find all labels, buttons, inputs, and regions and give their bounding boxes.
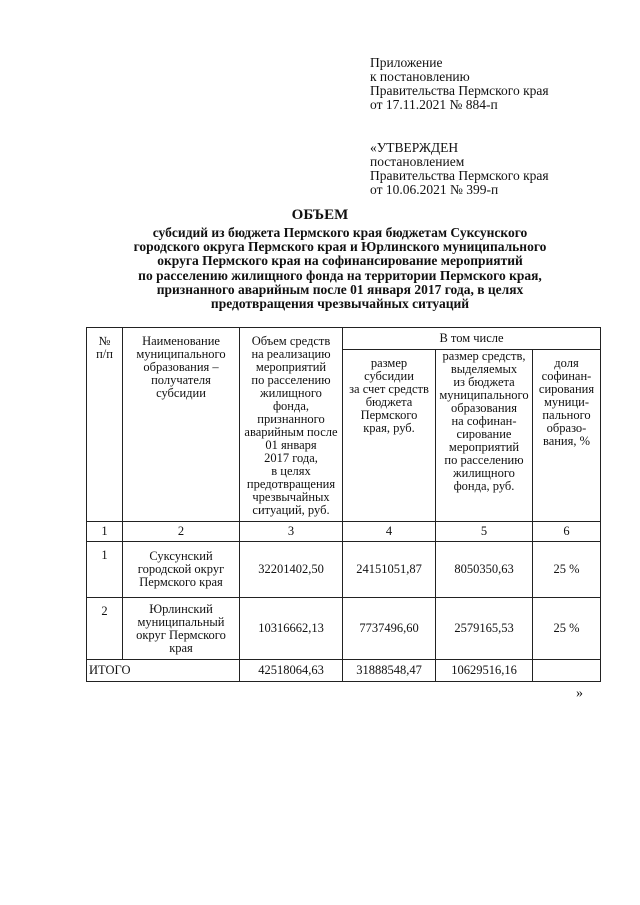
column-number: 3 <box>240 522 343 542</box>
header-share: доля софинан- сирования муници- пального образо- вания, % <box>533 350 601 522</box>
approved-header <box>370 141 630 197</box>
row-subsidy: 24151051,87 <box>343 542 436 598</box>
row-subsidy: 7737496,60 <box>343 598 436 660</box>
row-total: 10316662,13 <box>240 598 343 660</box>
approved-line: постановлением <box>370 154 465 169</box>
row-share: 25 % <box>533 542 601 598</box>
subtitle-line: субсидий из бюджета Пермского края бюджетам Суксунского <box>152 225 528 240</box>
approved-line: Правительства Пермского края <box>370 168 549 183</box>
totals-local: 10629516,16 <box>436 660 533 682</box>
subsidy-table <box>86 327 601 682</box>
totals-row <box>87 660 601 682</box>
header-name: Наименование муниципального образования – получателя субсидии <box>123 328 240 522</box>
document-title: ОБЪЕМ <box>291 207 349 223</box>
approved-line: «УТВЕРЖДЕН <box>370 140 459 155</box>
table-row <box>87 598 601 660</box>
column-number: 4 <box>343 522 436 542</box>
totals-label: ИТОГО <box>87 660 240 682</box>
row-no: 1 <box>87 542 123 598</box>
row-no: 2 <box>87 598 123 660</box>
column-number: 6 <box>533 522 601 542</box>
row-local: 2579165,53 <box>436 598 533 660</box>
totals-share <box>533 660 601 682</box>
appendix-line: к постановлению <box>370 69 470 84</box>
header-local: размер средств, выделяемых из бюджета муниципального образования на софинан- сирование мероприятий по расселению жилищного фонда, руб. <box>436 350 533 522</box>
row-share: 25 % <box>533 598 601 660</box>
row-name: Суксунский городской округ Пермского края <box>123 542 240 598</box>
column-numbers-row <box>87 522 601 542</box>
column-number: 5 <box>436 522 533 542</box>
totals-total: 42518064,63 <box>240 660 343 682</box>
appendix-line: Приложение <box>370 55 443 70</box>
header-no: № п/п <box>87 328 123 522</box>
table-row <box>87 542 601 598</box>
appendix-line: Правительства Пермского края <box>370 83 549 98</box>
subtitle-line: признанного аварийным после 01 января 2017 года, в целях <box>156 281 524 297</box>
totals-subsidy: 31888548,47 <box>343 660 436 682</box>
closing-quote: » <box>576 686 583 701</box>
subtitle-line: предотвращения чрезвычайных ситуаций <box>210 296 470 312</box>
header-total: Объем средств на реализацию мероприятий по расселению жилищного фонда, признанного аварийным после 01 января 2017 года, в целях предотвращения чрезвычайных ситуаций, руб. <box>240 328 343 522</box>
subtitle-line: по расселению жилищного фонда на территории Пермского края, <box>138 267 542 283</box>
appendix-header <box>370 56 630 112</box>
document-subtitle <box>95 226 585 311</box>
subtitle-line: городского округа Пермского края и Юрлинского муниципального <box>133 239 547 255</box>
column-number: 2 <box>123 522 240 542</box>
row-name: Юрлинский муниципальный округ Пермского края <box>123 598 240 660</box>
column-number: 1 <box>87 522 123 542</box>
row-total: 32201402,50 <box>240 542 343 598</box>
header-subsidy: размер субсидии за счет средств бюджета Пермского края, руб. <box>343 350 436 522</box>
header-group: В том числе <box>343 328 601 350</box>
row-local: 8050350,63 <box>436 542 533 598</box>
appendix-line: от 17.11.2021 № 884-п <box>370 97 498 112</box>
subtitle-line: округа Пермского края на софинансирование мероприятий <box>157 253 523 269</box>
approved-line: от 10.06.2021 № 399-п <box>370 182 499 197</box>
